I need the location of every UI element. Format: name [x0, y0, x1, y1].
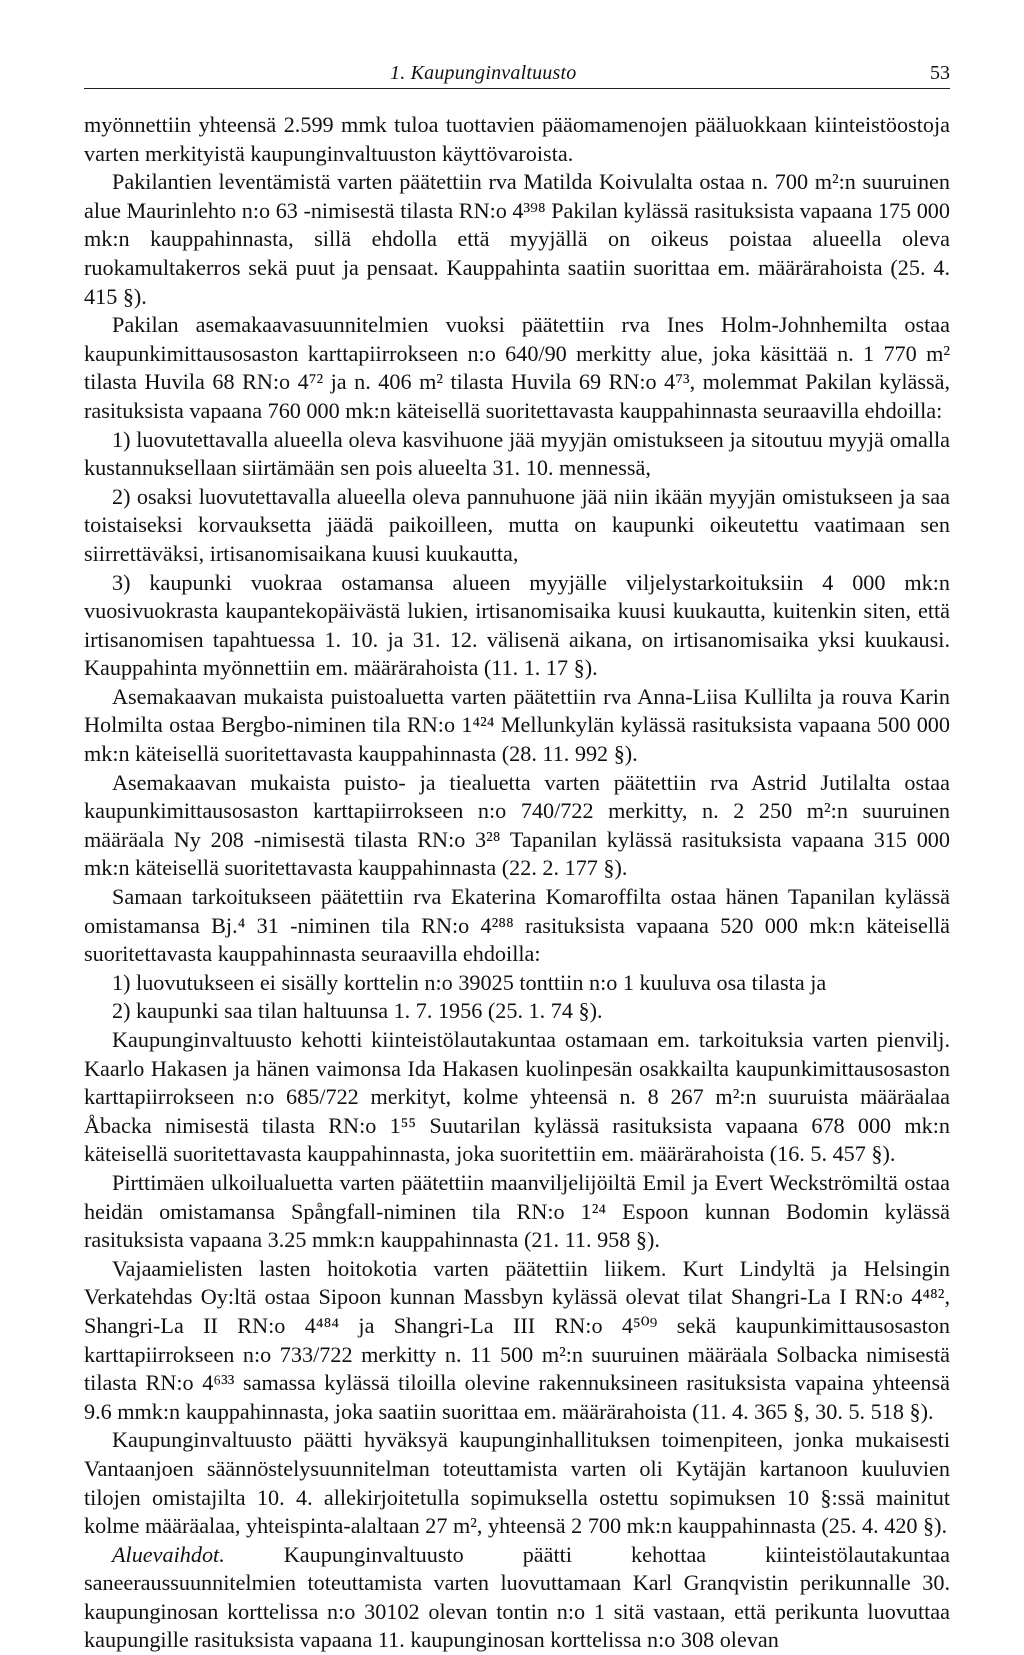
- list-item: 3) kaupunki vuokraa ostamansa alueen myyjälle viljelystarkoituksiin 4 000 mk:n vuosivuokrasta kaupantekopäivästä lukien, irtisanomisaika kuusi kuukautta, kuitenkin siten, että irtisanomisen tapahtuessa 1. 10. ja 31. 12. välisenä aikana, on irtisanomisaika yksi kuukausi. Kauppahinta myönnettiin em. määrärahoista (11. 1. 17 §).: [84, 569, 950, 681]
- list-item: 1) luovutukseen ei sisälly korttelin n:o 39025 tonttiin n:o 1 kuuluva osa tilasta ja: [112, 969, 827, 995]
- list-item: 1) luovutettavalla alueella oleva kasvihuone jää myyjän omistukseen ja sitoutuu myyjä omalla kustannuksellaan siirtämään sen pois alueelta 31. 10. mennessä,: [84, 426, 950, 481]
- paragraph: Kaupunginvaltuusto kehotti kiinteistölautakuntaa ostamaan em. tarkoituksia varten pienvilj. Kaarlo Hakasen ja hänen vaimonsa Ida Hakasen kuolinpesän osakkailta kaupunkimittausosaston karttapiirrokseen n:o 685/722 merkityt, kolme yhteensä n. 8 267 m²:n suuruista määräalaa Åbacka nimisestä tilasta RN:o 1⁵⁵ Suutarilan kylässä rasituksista vapaana 678 000 mk:n käteisellä suoritettavasta kauppahinnasta, joka suoritettiin em. määrärahoista (16. 5. 457 §).: [84, 1027, 950, 1167]
- paragraph: Asemakaavan mukaista puistoaluetta varten päätettiin rva Anna-Liisa Kullilta ja rouva Karin Holmilta ostaa Bergbo-niminen tila RN:o 1⁴²⁴ Mellunkylän kylässä rasituksista vapaana 500 000 mk:n käteisellä suoritettavasta kauppahinnasta (28. 11. 992 §).: [84, 683, 950, 767]
- list-item: 2) kaupunki saa tilan haltuunsa 1. 7. 1956 (25. 1. 74 §).: [112, 998, 603, 1024]
- paragraph: Kaupunginvaltuusto päätti hyväksyä kaupunginhallituksen toimenpiteen, jonka mukaisesti Vantaanjoen säännöstelysuunnitelman toteuttamista varten oli Kytäjän kartanoon kuuluvien tilojen omistajilta 10. 4. allekirjoitetulla sopimuksella ostettu sopimuksen 10 §:ssä mainitut kolme määräalaa, yhteispinta-alaltaan 27 m², yhteensä 2 700 mk:n kauppahinnasta (25. 4. 420 §).: [84, 1427, 950, 1539]
- running-header: [84, 56, 950, 89]
- paragraph: Pakilantien leventämistä varten päätettiin rva Matilda Koivulalta ostaa n. 700 m²:n suuruinen alue Maurinlehto n:o 63 -nimisestä tilasta RN:o 4³⁹⁸ Pakilan kylässä rasituksista vapaana 175 000 mk:n kauppahinnasta, sillä ehdolla että myyjällä on oikeus poistaa alueella oleva ruokamultakerros sekä puut ja pensaat. Kauppahinta saatiin suorittaa em. määrärahoista (25. 4. 415 §).: [84, 169, 950, 309]
- page-number: 53: [930, 62, 950, 84]
- section-lead: Aluevaihdot.: [112, 1541, 225, 1567]
- paragraph: myönnettiin yhteensä 2.599 mmk tuloa tuottavien pääomamenojen pääluokkaan kiinteistöostoja varten merkityistä kaupunginvaltuuston käyttövaroista.: [84, 112, 950, 166]
- paragraph: Vajaamielisten lasten hoitokotia varten päätettiin liikem. Kurt Lindyltä ja Helsingin Verkatehdas Oy:ltä ostaa Sipoon kunnan Massbyn kylässä olevat tilat Shangri-La I RN:o 4⁴⁸², Shangri-La II RN:o 4⁴⁸⁴ ja Shangri-La III RN:o 4⁵⁰⁹ sekä kaupunkimittausosaston karttapiirrokseen n:o 733/722 merkitty n. 11 500 m²:n suuruinen määräala Solbacka nimisestä tilasta RN:o 4⁶³³ samassa kylässä tiloilla olevine rakennuksineen rasituksista vapaina yhteensä 9.6 mmk:n kauppahinnasta, joka saatiin suorittaa em. määrärahoista (11. 4. 365 §, 30. 5. 518 §).: [84, 1255, 950, 1424]
- final-paragraph-text: Kaupunginvaltuusto päätti kehottaa kiinteistölautakuntaa saneeraussuunnitelmien toteuttamista varten luovuttamaan Karl Granqvistin perikunnalle 30. kaupunginosan korttelissa n:o 30102 olevan tontin n:o 1 sitä vastaan, että perikunta luovuttaa kaupungille rasituksista vapaana 11. kaupunginosan korttelissa n:o 308 olevan: [84, 1541, 950, 1653]
- paragraph: Pirttimäen ulkoilualuetta varten päätettiin maanviljelijöiltä Emil ja Evert Weckströmiltä ostaa heidän omistamansa Spångfall-niminen tila RN:o 1²⁴ Espoon kunnan Bodomin kylässä rasituksista vapaana 3.25 mmk:n kauppahinnasta (21. 11. 958 §).: [84, 1169, 950, 1253]
- running-title: 1. Kaupunginvaltuusto: [390, 62, 577, 84]
- paragraph: Pakilan asemakaavasuunnitelmien vuoksi päätettiin rva Ines Holm-Johnhemilta ostaa kaupunkimittausosaston karttapiirrokseen n:o 640/90 merkitty alue, joka käsittää n. 1 770 m² tilasta Huvila 68 RN:o 4⁷² ja n. 406 m² tilasta Huvila 69 RN:o 4⁷³, molemmat Pakilan kylässä, rasituksista vapaana 760 000 mk:n käteisellä suoritettavasta kauppahinnasta seuraavilla ehdoilla:: [84, 312, 950, 423]
- body-text: [84, 111, 950, 1655]
- list-item: 2) osaksi luovutettavalla alueella oleva pannuhuone jää niin ikään myyjän omistukseen ja saa toistaiseksi korvauksetta jäädä paikoilleen, mutta on kaupunki oikeutettu vaatimaan sen siirrettäväksi, irtisanomisaikana kuusi kuukautta,: [84, 483, 950, 566]
- paragraph: Samaan tarkoitukseen päätettiin rva Ekaterina Komaroffilta ostaa hänen Tapanilan kylässä omistamansa Bj.⁴ 31 -niminen tila RN:o 4²⁸⁸ rasituksista vapaana 520 000 mk:n käteisellä suoritettavasta kauppahinnasta seuraavilla ehdoilla:: [84, 884, 950, 967]
- paragraph: Asemakaavan mukaista puisto- ja tiealuetta varten päätettiin rva Astrid Jutilalta ostaa kaupunkimittausosaston karttapiirrokseen n:o 740/722 merkitty, n. 2 250 m²:n suuruinen määräala Ny 208 -nimisestä tilasta RN:o 3²⁸ Tapanilan kylässä rasituksista vapaana 315 000 mk:n käteisellä suoritettavasta kauppahinnasta (22. 2. 177 §).: [84, 769, 950, 881]
- document-page: [84, 56, 950, 1655]
- final-paragraph: [84, 1541, 950, 1655]
